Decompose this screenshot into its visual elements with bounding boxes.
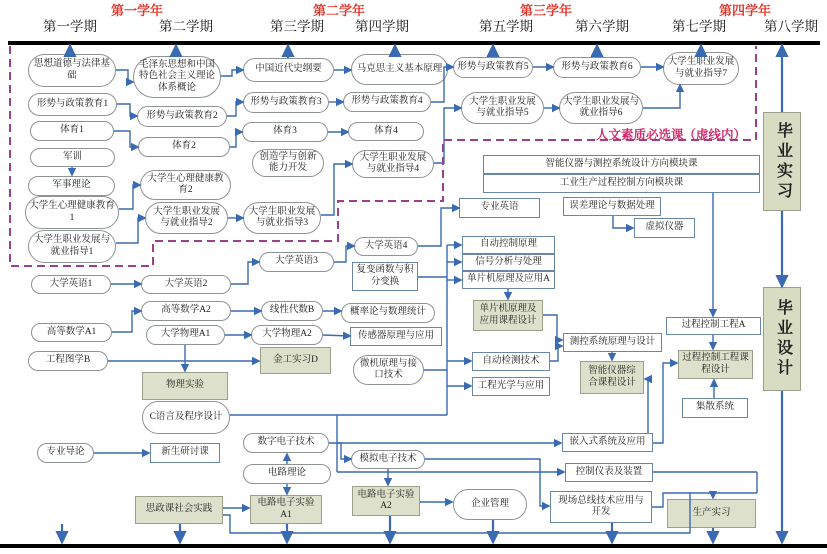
year-label: 第二学年 <box>312 3 366 18</box>
semester-label: 第八学期 <box>764 19 818 34</box>
connector-line <box>116 218 145 243</box>
course-node: 形势与政策教育1 <box>28 93 117 116</box>
course-node: 形势与政策教育4 <box>343 92 431 112</box>
course-node: 概率论与数理统计 <box>341 303 435 323</box>
course-node: 集散系统 <box>682 398 748 418</box>
course-node: 工业生产过程控制方向模块课 <box>483 174 760 193</box>
course-node: 工程光学与应用 <box>472 377 550 396</box>
course-node: 金工实习D <box>260 347 331 374</box>
course-node: 大学生心理健康教育2 <box>140 170 231 200</box>
year-label: 第一学年 <box>110 3 164 18</box>
connector-line <box>550 346 562 361</box>
course-node: C语言及程序设计 <box>142 401 230 434</box>
course-node: 毛泽东思想和中国特色社会主义理论体系概论 <box>133 56 221 98</box>
course-node: 大学生心理健康教育1 <box>25 196 119 229</box>
course-node: 专业导论 <box>37 443 94 463</box>
course-node: 大学生职业发展与就业指导4 <box>352 150 434 178</box>
course-node: 大学生职业发展与就业指导2 <box>145 202 228 234</box>
course-node: 体育4 <box>348 122 424 141</box>
course-node: 高等数学A2 <box>141 301 231 321</box>
course-node: 大学生职业发展与就业指导7 <box>663 52 739 85</box>
course-node: 生产实习 <box>667 499 756 528</box>
course-node: 大学生职业发展与就业指导6 <box>559 92 643 124</box>
timeline-bottom-bar <box>0 544 827 548</box>
course-node: 大学英语4 <box>354 237 418 256</box>
connector-line <box>114 131 138 147</box>
course-node: 传感器原理与应用 <box>350 327 442 346</box>
course-node: 智能仪器综合课程设计 <box>580 361 644 394</box>
connector-line <box>119 185 140 209</box>
semester-label: 第二学期 <box>159 19 213 34</box>
course-node: 思想道德与法律基础 <box>28 54 116 87</box>
connector-line <box>321 164 352 215</box>
connector-line <box>434 108 461 163</box>
course-node: 体育2 <box>138 137 230 157</box>
course-node: 自动控制原理 <box>462 236 555 254</box>
course-node: 大学生职业发展与就业指导5 <box>461 92 544 124</box>
connector-line <box>231 262 259 284</box>
course-node: 复变函数与积分变换 <box>352 262 418 291</box>
course-node: 形势与政策教育5 <box>453 57 533 78</box>
course-node: 思政课社会实践 <box>135 496 223 524</box>
semester-label: 第三学期 <box>270 19 324 34</box>
connector-line <box>230 132 242 147</box>
course-node: 单片机原理及应用A <box>462 271 555 289</box>
connector-line <box>334 246 354 262</box>
connector-line <box>227 102 243 116</box>
course-node: 线性代数B <box>261 301 323 321</box>
year-label: 第三学年 <box>519 3 573 18</box>
connector-line <box>613 216 633 228</box>
course-node: 形势与政策教育3 <box>243 92 329 113</box>
timeline-top-bar <box>8 41 820 45</box>
connector-line <box>653 363 677 443</box>
course-node: 过程控制工程课程设计 <box>678 350 753 379</box>
year-label: 第四学年 <box>718 3 772 18</box>
course-node: 专业英语 <box>459 198 540 218</box>
course-node: 电路电子实验A1 <box>250 495 322 524</box>
course-node: 军事理论 <box>28 176 115 196</box>
course-node: 大学物理A2 <box>251 325 323 345</box>
course-node: 电路理论 <box>243 464 331 484</box>
semester-label: 第五学期 <box>479 19 533 34</box>
course-node: 大学英语1 <box>31 275 111 294</box>
semester-label: 第一学期 <box>43 19 97 34</box>
semester-label: 第七学期 <box>672 19 726 34</box>
course-node: 单片机原理及应用课程设计 <box>473 300 543 331</box>
course-node: 控制仪表及装置 <box>565 463 653 482</box>
course-node: 微机原理与接口技术 <box>353 355 424 385</box>
connector-line <box>112 311 141 332</box>
connector-line <box>221 70 243 76</box>
connector-line <box>543 315 562 340</box>
connector-line <box>116 70 133 82</box>
connector-line <box>323 335 350 336</box>
connector-line <box>329 443 351 459</box>
course-node: 企业管理 <box>453 489 527 520</box>
course-node: 信号分析与处理 <box>462 254 555 271</box>
course-node: 毕业设计 <box>763 287 801 391</box>
connector-line <box>643 85 680 108</box>
course-node: 体育3 <box>242 122 328 142</box>
course-node: 中国近代史纲要 <box>243 58 334 82</box>
course-node: 形势与政策教育6 <box>553 57 641 78</box>
course-node: 智能仪器与测控系统设计方向模块课 <box>483 155 760 174</box>
connector-line <box>645 379 648 433</box>
course-node: 大学英语2 <box>141 275 231 294</box>
connector-line <box>418 208 459 246</box>
course-node: 大学英语3 <box>259 252 334 272</box>
course-node: 体育1 <box>30 121 114 141</box>
course-node: 毕业实习 <box>763 112 801 211</box>
course-node: 军训 <box>30 148 115 167</box>
course-node: 形势与政策教育2 <box>137 106 227 127</box>
course-node: 误差理论与数据处理 <box>563 197 661 216</box>
humanities-legend-label: 人文素质必选课（虚线内） <box>596 128 747 142</box>
course-node: 大学物理A1 <box>146 325 225 345</box>
course-node: 创造学与创新能力开发 <box>252 149 324 177</box>
course-node: 自动检测技术 <box>472 352 550 371</box>
course-node: 大学生职业发展与就业指导3 <box>243 202 321 234</box>
course-node: 新生研讨课 <box>150 443 220 463</box>
course-node: 工程图学B <box>28 351 108 371</box>
course-node: 嵌入式系统及应用 <box>562 433 653 452</box>
semester-label: 第六学期 <box>575 19 629 34</box>
semester-label: 第四学期 <box>355 19 409 34</box>
course-node: 高等数学A1 <box>31 323 112 342</box>
course-node: 大学生职业发展与就业指导1 <box>28 230 116 263</box>
course-node: 电路电子实验A2 <box>352 486 420 516</box>
course-node: 物理实验 <box>142 372 228 400</box>
course-node: 模拟电子技术 <box>351 450 425 469</box>
course-node: 测控系统原理与设计 <box>563 333 662 352</box>
course-node: 虚拟仪器 <box>634 218 695 238</box>
course-node: 马克思主义基本原理 <box>351 54 448 85</box>
course-node: 过程控制工程A <box>666 317 761 335</box>
course-node: 现场总线技术应用与开发 <box>550 491 652 523</box>
connector-line <box>117 104 137 116</box>
course-node: 数字电子技术 <box>243 433 329 453</box>
